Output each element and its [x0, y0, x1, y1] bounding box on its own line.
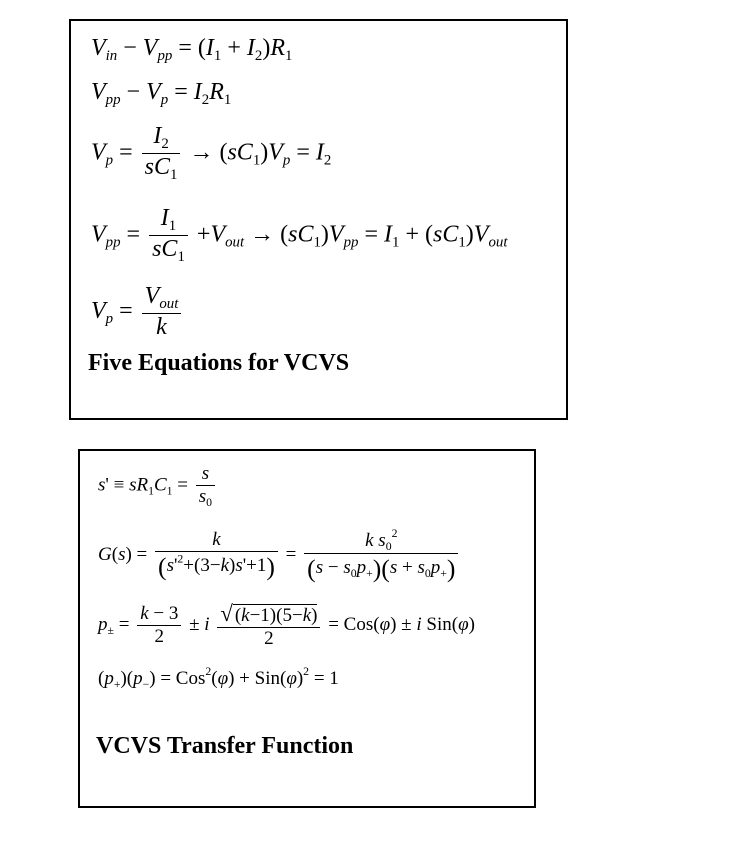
equation-1: $V_{in} - V_{pp} = (I_1 + I_2)R_1$: [91, 35, 293, 65]
equation-transfer-function: G(s) = $\frac{k}{(s'^2+(3-k)s'+1)}$ = $\frac{k s_0^2}{(s - s_0p_+)(s + s_0p_+)}$: [98, 527, 461, 584]
equation-2: $V_{pp} - V_p = I_2R_1$: [91, 79, 232, 109]
equation-pole-product: $(p_+)(p_-) = Cos^2(\varphi) + Sin(\varphi)^2 = 1$: [98, 665, 339, 691]
caption-transfer-function: VCVS Transfer Function: [96, 733, 354, 759]
equation-3: $V_p$ = $\frac{I_2}{sC_1}$ → $(sC_1)V_p = I_2$: [91, 123, 332, 184]
transfer-function-panel: [78, 449, 536, 808]
equations-panel: [69, 19, 568, 420]
caption-five-equations: Five Equations for VCVS: [88, 350, 350, 376]
equation-4: $V_{pp}$ = $\frac{I_1}{sC_1}$ $+V_{out} \to (sC_1)V_{pp} = I_1 + (sC_1)V_{out}$: [91, 205, 508, 266]
equation-5: $V_p$ = $\frac{V_{out}}{k}$: [91, 283, 184, 342]
equation-poles: $p_\pm$ = $\frac{k - 3}{2}$ ± i $\frac{√ (k-1)(5-k)}{2}$ = Cos(φ) ± i Sin(φ): [98, 601, 475, 650]
equation-s-prime: $s' \equiv sR_1C_1$ = $\frac{s}{s_0}$: [98, 463, 218, 510]
